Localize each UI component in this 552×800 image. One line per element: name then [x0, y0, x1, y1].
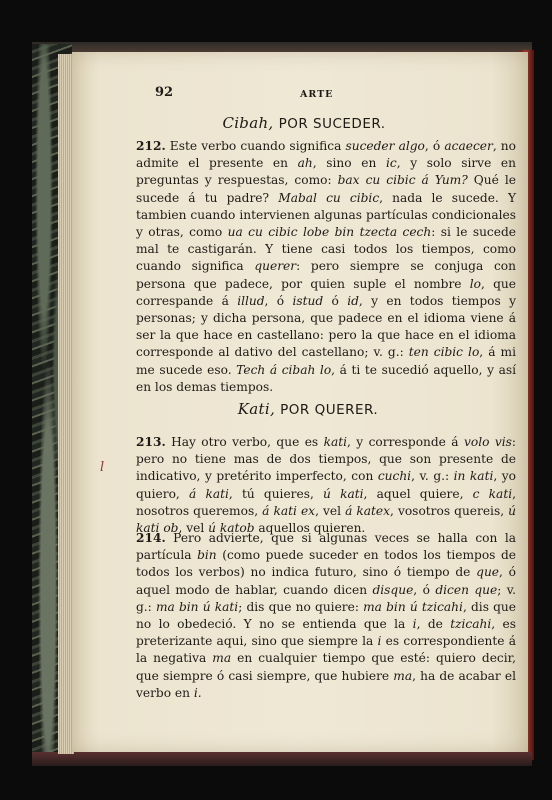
text-run: aquellos quieren. — [254, 521, 366, 536]
italic-run: ú katob — [208, 521, 255, 536]
text-run: , ha de acabar el verbo en — [136, 668, 516, 700]
text-run: , vel — [178, 521, 209, 536]
italic-run: acaecer — [444, 139, 493, 153]
italic-run: in kati — [453, 469, 494, 484]
text-run: ; dis que no quiere: — [238, 599, 364, 614]
text-run: (como puede suceder en todos los tiempos de todos los verbos) no indica futuro, sino ó tiempo de — [136, 548, 516, 580]
italic-run: ah — [297, 156, 313, 171]
italic-run: volo vis — [463, 435, 512, 449]
text-run: , nada le sucede. Y tambien cuando intervienen algunas partículas condicionales y otras, como — [136, 190, 516, 240]
text-run: , vosotros quereis, — [390, 503, 509, 518]
text-run: , y en todos tiempos y personas; y dicha persona, que padece en el idioma viene á ser la que hace en castellano: pero la que hace en el idioma corresponde al dativo del castellano; v. g.: — [136, 293, 516, 360]
italic-run: cuchi — [377, 469, 412, 484]
text-run: , y corresponde á — [347, 435, 464, 449]
italic-run: kati — [323, 435, 348, 449]
italic-run: i. — [193, 685, 202, 700]
text-run: , nosotros queremos, — [136, 486, 516, 518]
section-heading-caps: POR QUERER. — [280, 402, 379, 418]
text-run: , es preterizante aqui, sino que siempre la — [136, 617, 517, 649]
italic-run: bax cu cibic á Yum? — [337, 173, 468, 188]
book-page — [72, 52, 528, 752]
text-run: ó — [323, 293, 348, 308]
text-run: , ó — [264, 293, 293, 308]
text-run: , vel — [315, 503, 346, 518]
text-run: , ó aquel modo de hablar, cuando dicen — [136, 565, 516, 597]
italic-run: c kati — [472, 486, 513, 501]
page-number: 92 — [155, 85, 174, 100]
italic-run: Tech á cibah lo — [236, 362, 332, 377]
italic-run: i — [412, 617, 417, 632]
section-heading-caps: POR SUCEDER. — [278, 116, 386, 132]
italic-run: suceder algo — [345, 139, 425, 153]
italic-run: dicen que — [435, 582, 498, 597]
paragraph-text — [136, 139, 516, 394]
italic-run: tzicahi — [450, 617, 492, 632]
text-run: , yo quiero, — [136, 469, 516, 501]
text-run: : pero siempre se conjuga con persona que padece, por quien suple el nombre — [136, 259, 516, 291]
italic-run: i — [377, 634, 382, 649]
running-head: ARTE — [300, 89, 334, 100]
italic-run: illud — [237, 293, 265, 308]
paragraph-text — [136, 531, 516, 700]
italic-run: á kati ex — [262, 503, 316, 518]
book-cover-top-edge — [32, 42, 532, 52]
handwritten-margin-mark: l — [100, 460, 105, 475]
text-run: : si le sucede mal te castigarán. Y tiene casi todos los tiempos, como cuando significa — [136, 225, 516, 274]
italic-run: ma bin ú tzicahi — [363, 599, 463, 614]
text-run: , ó — [424, 139, 445, 153]
section-heading-kati — [80, 400, 536, 418]
italic-run: á katex — [345, 503, 391, 518]
paragraph-214 — [136, 530, 516, 702]
text-run: , á ti te sucedió aquello, y así en los demas tiempos. — [136, 362, 516, 394]
text-run: , aquel quiere, — [363, 486, 473, 501]
paragraph-text — [136, 435, 516, 535]
italic-run: ten cibic lo — [408, 345, 480, 360]
italic-run: Mabal cu cibic — [278, 190, 380, 205]
section-heading-cibah — [76, 114, 532, 132]
text-run: en cualquier tiempo que esté: quiero decir, que siempre ó casi siempre, que hubiere — [136, 651, 516, 683]
text-run: Este verbo cuando significa — [165, 139, 346, 153]
italic-run: disque — [372, 582, 414, 597]
paragraph-213 — [136, 434, 516, 537]
italic-run: á kati — [189, 486, 229, 501]
text-run: Qué le sucede á tu padre? — [136, 173, 516, 205]
italic-run: ma — [212, 651, 232, 666]
text-run: , de — [416, 617, 451, 632]
text-run: , tú quieres, — [228, 486, 324, 501]
text-run: , dis que no lo obedeció. Y no se entienda que la — [136, 599, 516, 632]
italic-run: ú kati ob — [136, 503, 516, 536]
section-heading-italic: Kati, — [237, 400, 276, 418]
text-run: , á mi me sucede eso. — [136, 345, 516, 377]
text-run: Pero advierte, que si algunas veces se halla con la partícula — [136, 531, 516, 563]
italic-run: id — [347, 293, 359, 308]
paragraph-number: 214. — [136, 531, 166, 545]
italic-run: ua cu cibic lobe bin tzecta cech — [227, 225, 432, 240]
italic-run: ic — [385, 156, 397, 171]
text-run: , y solo sirve en preguntas y respuestas, como: — [136, 156, 516, 188]
italic-run: ma bin ú kati — [155, 599, 239, 614]
text-run: Hay otro verbo, que es — [165, 435, 324, 449]
paragraph-number: 213. — [136, 435, 166, 449]
italic-run: querer — [254, 259, 297, 274]
section-heading-italic: Cibah, — [222, 114, 274, 132]
text-run: ; v. g.: — [136, 582, 517, 614]
text-run: , v. g.: — [411, 469, 454, 484]
italic-run: ma — [393, 668, 413, 683]
text-run: , sino en — [312, 156, 386, 171]
text-run: , no admite el presente en — [136, 139, 516, 171]
italic-run: bin — [197, 548, 217, 563]
text-run: : pero no tiene mas de dos tiempos, que son presente de indicativo, y pretérito imperfecto, con — [136, 435, 516, 484]
text-run: , ó — [413, 582, 436, 597]
italic-run: ú kati — [323, 486, 364, 501]
paragraph-212 — [136, 138, 516, 396]
text-run: , que correspande á — [136, 276, 516, 308]
text-run: es correspondiente á la negativa — [136, 634, 517, 666]
italic-run: lo — [469, 276, 481, 291]
italic-run: que — [476, 565, 500, 580]
paragraph-number: 212. — [136, 139, 166, 153]
book-cover-bottom-edge — [32, 752, 532, 766]
italic-run: istud — [292, 293, 324, 308]
